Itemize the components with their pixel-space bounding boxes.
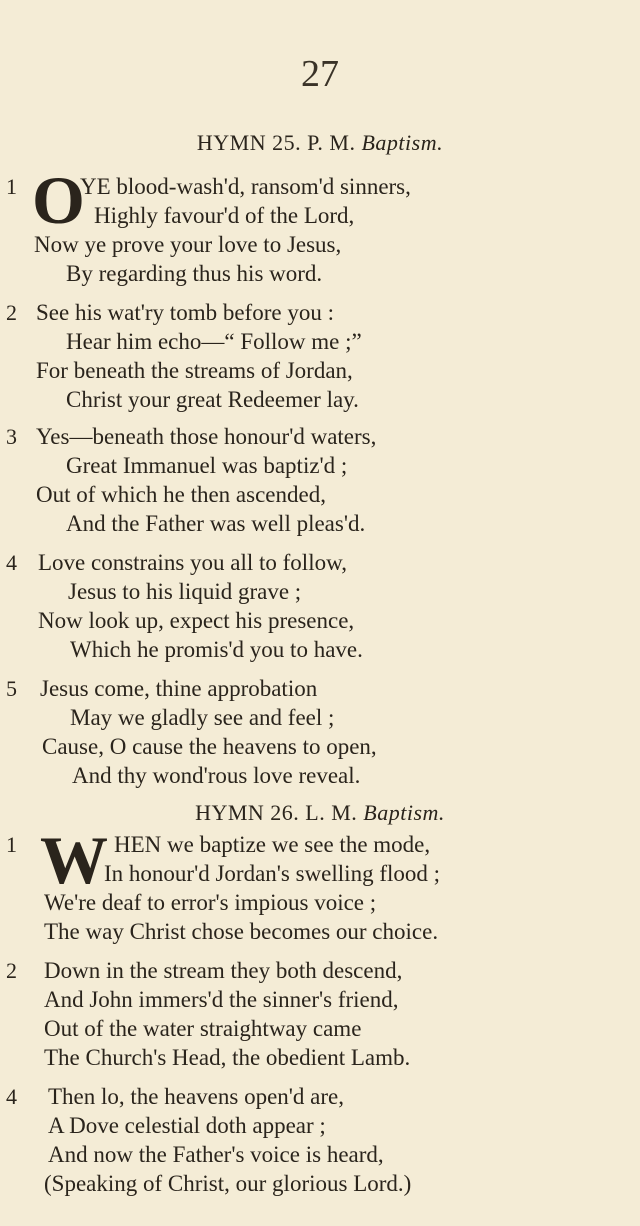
verse-line: Which he promis'd you to have.	[70, 637, 363, 662]
verse-line: Down in the stream they both descend,	[44, 958, 403, 983]
verse-line: The way Christ chose becomes our choice.	[44, 919, 439, 944]
hymn-number: HYMN 26.	[195, 800, 300, 825]
verse-line: Out of the water straightway came	[44, 1016, 362, 1041]
hymn-meter: P. M.	[307, 130, 356, 155]
verse-number: 1	[6, 174, 17, 199]
verse-line: Highly favour'd of the Lord,	[94, 203, 355, 228]
verse-number: 5	[6, 676, 17, 701]
verse-line: The Church's Head, the obedient Lamb.	[44, 1045, 411, 1070]
verse-line: May we gladly see and feel ;	[70, 705, 335, 730]
verse-line: Christ your great Redeemer lay.	[66, 387, 359, 412]
verse-number: 3	[6, 424, 17, 449]
verse-line: Yes—beneath those honour'd waters,	[36, 424, 377, 449]
verse-line: We're deaf to error's impious voice ;	[44, 890, 377, 915]
verse-number: 2	[6, 958, 17, 983]
hymn-subject: Baptism.	[363, 800, 445, 825]
verse-number: 2	[6, 300, 17, 325]
verse-line: Then lo, the heavens open'd are,	[48, 1084, 345, 1109]
verse-line: And now the Father's voice is heard,	[48, 1142, 384, 1167]
hymn-meter: L. M.	[305, 800, 358, 825]
verse-line: A Dove celestial doth appear ;	[48, 1113, 326, 1138]
verse-number: 4	[6, 550, 17, 575]
verse-line: Now ye prove your love to Jesus,	[34, 232, 342, 257]
hymn-subject: Baptism.	[361, 130, 444, 155]
verse-line: And the Father was well pleas'd.	[66, 511, 366, 536]
verse-line: Out of which he then ascended,	[36, 482, 326, 507]
verse-line: Now look up, expect his presence,	[38, 608, 355, 633]
hymn-title	[0, 130, 640, 156]
verse-line: Jesus to his liquid grave ;	[68, 579, 302, 604]
verse-line: Hear him echo—“ Follow me ;”	[66, 329, 362, 354]
verse-line: Great Immanuel was baptiz'd ;	[66, 453, 348, 478]
verse-line: Jesus come, thine approbation	[40, 676, 318, 701]
verse-line: And John immers'd the sinner's friend,	[44, 987, 399, 1012]
verse-line: Love constrains you all to follow,	[38, 550, 347, 575]
drop-cap: O	[32, 162, 85, 238]
verse-line: In honour'd Jordan's swelling flood ;	[104, 861, 441, 886]
verse-line: For beneath the streams of Jordan,	[36, 358, 353, 383]
verse-number: 4	[6, 1084, 17, 1109]
page-number: 27	[301, 53, 339, 95]
verse-number: 1	[6, 832, 17, 857]
verse-line: Cause, O cause the heavens to open,	[42, 734, 377, 759]
hymn-number: HYMN 25.	[196, 130, 302, 155]
verse-line: See his wat'ry tomb before you :	[36, 300, 334, 325]
verse-line: YE blood-wash'd, ransom'd sinners,	[80, 174, 411, 199]
verse-line: By regarding thus his word.	[66, 261, 323, 286]
verse-line: (Speaking of Christ, our glorious Lord.)	[44, 1171, 412, 1196]
drop-cap: W	[40, 822, 108, 898]
verse-line: HEN we baptize we see the mode,	[114, 832, 431, 857]
verse-line: And thy wond'rous love reveal.	[72, 763, 361, 788]
